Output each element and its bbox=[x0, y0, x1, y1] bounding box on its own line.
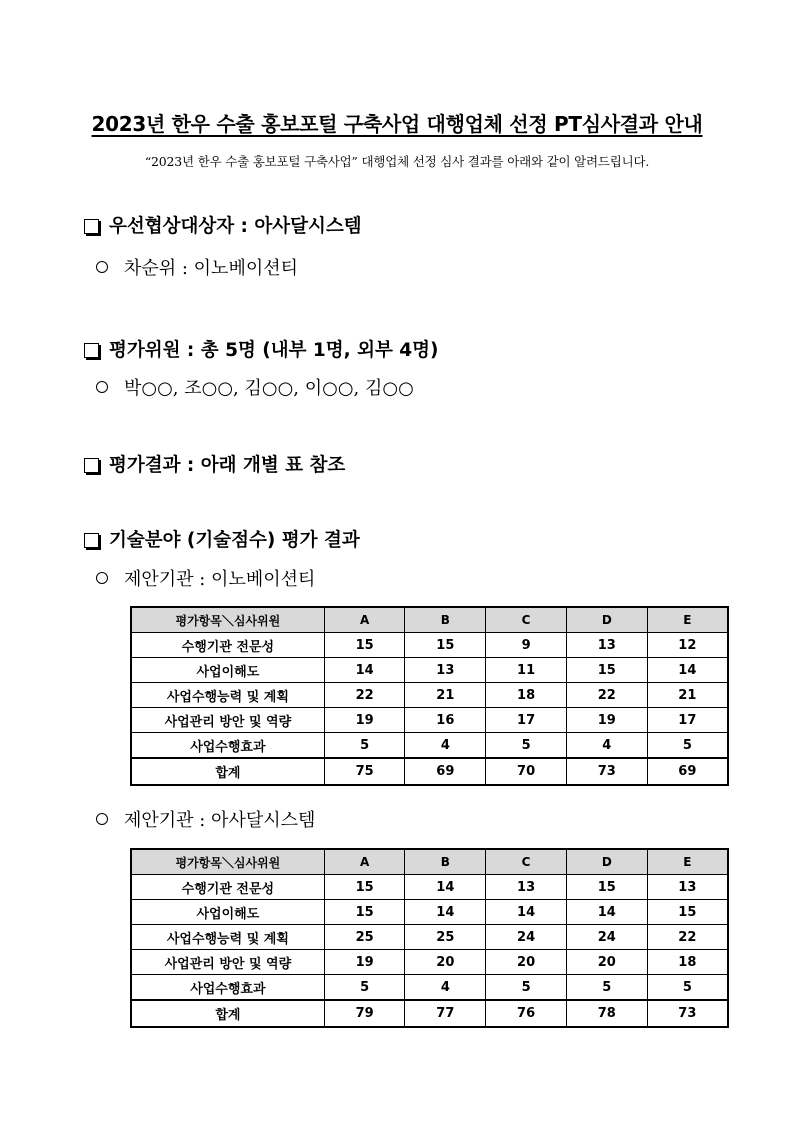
score-cell: 13 bbox=[566, 633, 647, 658]
table-row bbox=[131, 975, 728, 1001]
score-cell: 5 bbox=[324, 975, 405, 1001]
score-cell: 14 bbox=[647, 658, 728, 683]
table-row bbox=[131, 708, 728, 733]
total-cell: 69 bbox=[405, 758, 486, 785]
header-cell: C bbox=[486, 849, 567, 875]
subitem-committee-members bbox=[96, 374, 414, 400]
score-cell: 15 bbox=[647, 900, 728, 925]
page-subtitle: “2023년 한우 수출 홍보포털 구축사업” 대행업체 선정 심사 결과를 아래와 같이 알려드립니다. bbox=[144, 154, 650, 169]
table-row bbox=[131, 950, 728, 975]
table-row bbox=[131, 683, 728, 708]
score-cell: 15 bbox=[324, 900, 405, 925]
score-cell: 16 bbox=[405, 708, 486, 733]
score-cell: 14 bbox=[405, 900, 486, 925]
score-cell: 14 bbox=[405, 875, 486, 900]
score-cell: 22 bbox=[566, 683, 647, 708]
table-row bbox=[131, 875, 728, 900]
row-label: 수행기관 전문성 bbox=[131, 633, 324, 658]
section-priority-label: 우선협상대상자 : 아사달시스템 bbox=[109, 216, 362, 237]
score-table-1 bbox=[130, 606, 729, 786]
header-cell: 평가항목＼심사위원 bbox=[131, 607, 324, 633]
checkbox-square-icon bbox=[84, 343, 99, 358]
score-cell: 19 bbox=[324, 950, 405, 975]
subitem-runner-up-text: 차순위 : 이노베이션티 bbox=[124, 258, 298, 279]
row-label: 사업이해도 bbox=[131, 900, 324, 925]
header-cell: D bbox=[566, 607, 647, 633]
total-cell: 77 bbox=[405, 1000, 486, 1027]
score-cell: 20 bbox=[566, 950, 647, 975]
header-cell: E bbox=[647, 849, 728, 875]
score-cell: 5 bbox=[324, 733, 405, 759]
score-cell: 13 bbox=[647, 875, 728, 900]
score-cell: 13 bbox=[405, 658, 486, 683]
circle-bullet-icon bbox=[96, 261, 108, 273]
row-label: 사업수행능력 및 계획 bbox=[131, 925, 324, 950]
table-header-row bbox=[131, 849, 728, 875]
score-cell: 22 bbox=[647, 925, 728, 950]
score-cell: 15 bbox=[566, 658, 647, 683]
score-cell: 5 bbox=[647, 975, 728, 1001]
section-committee-label: 평가위원 : 총 5명 (내부 1명, 외부 4명) bbox=[109, 340, 439, 361]
total-cell: 73 bbox=[647, 1000, 728, 1027]
total-label: 합계 bbox=[131, 758, 324, 785]
score-cell: 19 bbox=[324, 708, 405, 733]
total-cell: 78 bbox=[566, 1000, 647, 1027]
circle-bullet-icon bbox=[96, 381, 108, 393]
score-cell: 11 bbox=[486, 658, 567, 683]
section-committee bbox=[84, 336, 439, 362]
score-cell: 18 bbox=[647, 950, 728, 975]
score-cell: 22 bbox=[324, 683, 405, 708]
total-cell: 69 bbox=[647, 758, 728, 785]
score-cell: 14 bbox=[566, 900, 647, 925]
total-cell: 75 bbox=[324, 758, 405, 785]
score-cell: 24 bbox=[566, 925, 647, 950]
score-cell: 21 bbox=[405, 683, 486, 708]
proposer-2 bbox=[96, 806, 315, 832]
proposer-1 bbox=[96, 565, 315, 591]
proposer-2-text: 제안기관 : 아사달시스템 bbox=[124, 810, 316, 831]
total-label: 합계 bbox=[131, 1000, 324, 1027]
score-cell: 9 bbox=[486, 633, 567, 658]
header-cell: B bbox=[405, 849, 486, 875]
score-cell: 15 bbox=[566, 875, 647, 900]
score-cell: 15 bbox=[324, 633, 405, 658]
section-tech-label: 기술분야 (기술점수) 평가 결과 bbox=[109, 530, 360, 551]
subitem-committee-members-text: 박○○, 조○○, 김○○, 이○○, 김○○ bbox=[124, 378, 414, 399]
total-cell: 70 bbox=[486, 758, 567, 785]
score-cell: 17 bbox=[486, 708, 567, 733]
score-cell: 12 bbox=[647, 633, 728, 658]
score-cell: 5 bbox=[486, 975, 567, 1001]
score-cell: 25 bbox=[324, 925, 405, 950]
table-row bbox=[131, 733, 728, 759]
table-total-row bbox=[131, 758, 728, 785]
score-cell: 14 bbox=[324, 658, 405, 683]
table-header-row bbox=[131, 607, 728, 633]
table-row bbox=[131, 633, 728, 658]
section-result-label: 평가결과 : 아래 개별 표 참조 bbox=[109, 455, 346, 476]
header-cell: E bbox=[647, 607, 728, 633]
circle-bullet-icon bbox=[96, 572, 108, 584]
section-priority bbox=[84, 212, 362, 238]
score-cell: 19 bbox=[566, 708, 647, 733]
total-cell: 76 bbox=[486, 1000, 567, 1027]
header-cell: C bbox=[486, 607, 567, 633]
score-cell: 18 bbox=[486, 683, 567, 708]
score-cell: 20 bbox=[405, 950, 486, 975]
score-cell: 24 bbox=[486, 925, 567, 950]
checkbox-square-icon bbox=[84, 533, 99, 548]
proposer-1-text: 제안기관 : 이노베이션티 bbox=[124, 569, 316, 590]
score-cell: 15 bbox=[405, 633, 486, 658]
score-cell: 15 bbox=[324, 875, 405, 900]
table-row bbox=[131, 900, 728, 925]
section-result bbox=[84, 451, 345, 477]
row-label: 수행기관 전문성 bbox=[131, 875, 324, 900]
total-cell: 79 bbox=[324, 1000, 405, 1027]
header-cell: D bbox=[566, 849, 647, 875]
row-label: 사업수행효과 bbox=[131, 733, 324, 759]
score-cell: 4 bbox=[566, 733, 647, 759]
section-tech bbox=[84, 526, 360, 552]
score-cell: 21 bbox=[647, 683, 728, 708]
row-label: 사업관리 방안 및 역량 bbox=[131, 950, 324, 975]
table-row bbox=[131, 925, 728, 950]
score-cell: 25 bbox=[405, 925, 486, 950]
score-cell: 4 bbox=[405, 975, 486, 1001]
score-cell: 20 bbox=[486, 950, 567, 975]
row-label: 사업관리 방안 및 역량 bbox=[131, 708, 324, 733]
score-cell: 13 bbox=[486, 875, 567, 900]
table-row bbox=[131, 658, 728, 683]
subitem-runner-up bbox=[96, 254, 298, 280]
score-cell: 5 bbox=[486, 733, 567, 759]
table-total-row bbox=[131, 1000, 728, 1027]
total-cell: 73 bbox=[566, 758, 647, 785]
row-label: 사업이해도 bbox=[131, 658, 324, 683]
header-cell: B bbox=[405, 607, 486, 633]
row-label: 사업수행능력 및 계획 bbox=[131, 683, 324, 708]
score-table-2 bbox=[130, 848, 729, 1028]
score-cell: 14 bbox=[486, 900, 567, 925]
checkbox-square-icon bbox=[84, 219, 99, 234]
circle-bullet-icon bbox=[96, 813, 108, 825]
header-cell: 평가항목＼심사위원 bbox=[131, 849, 324, 875]
row-label: 사업수행효과 bbox=[131, 975, 324, 1001]
score-cell: 5 bbox=[647, 733, 728, 759]
page-title: 2023년 한우 수출 홍보포털 구축사업 대행업체 선정 PT심사결과 안내 bbox=[91, 112, 703, 136]
score-cell: 5 bbox=[566, 975, 647, 1001]
header-cell: A bbox=[324, 607, 405, 633]
header-cell: A bbox=[324, 849, 405, 875]
checkbox-square-icon bbox=[84, 458, 99, 473]
score-cell: 17 bbox=[647, 708, 728, 733]
score-cell: 4 bbox=[405, 733, 486, 759]
